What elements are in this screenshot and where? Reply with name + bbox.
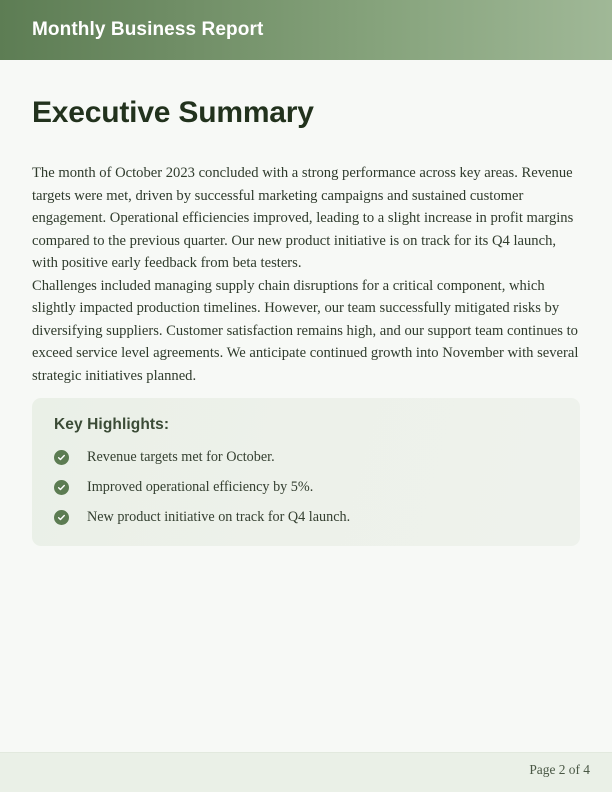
page-number [520,762,590,778]
key-highlights-callout [32,398,580,546]
highlight-text: Improved operational efficiency by 5%. [87,479,314,495]
page-number-total: of 4 [568,762,590,777]
key-highlights-list [54,448,558,526]
highlight-text: Revenue targets met for October. [87,449,275,465]
list-item [54,478,558,496]
key-highlights-title: Key Highlights: [54,416,170,433]
page-title: Executive Summary [32,96,314,129]
body-paragraph-2: Challenges included managing supply chain disruptions for a critical component, which slightly impacted production timelines. However, our team successfully mitigated risks by diversifying suppliers. Customer satisfaction remains high, and our support team continues to exceed service level agreements. We anticipate continued growth into November with several strategic initiatives planned. [32,277,579,384]
page-number-current: Page 2 [529,762,566,777]
check-circle-icon [54,480,69,495]
check-circle-icon [54,450,69,465]
check-circle-icon [54,510,69,525]
body-paragraph-1: The month of October 2023 concluded with a strong performance across key areas. Revenue targets were met, driven by successful marketing campaigns and sustained customer engagement. Operational efficiencies improved, leading to a slight increase in profit margins compared to the previous quarter. Our new product initiative is on track for its Q4 launch, with positive early feedback from beta testers. [32,165,574,271]
document-title: Monthly Business Report [32,19,264,40]
highlight-text: New product initiative on track for Q4 launch. [87,509,351,525]
document-footer [0,752,612,792]
list-item [54,508,558,526]
document-content [0,60,612,546]
list-item [54,448,558,466]
document-header [0,0,612,60]
